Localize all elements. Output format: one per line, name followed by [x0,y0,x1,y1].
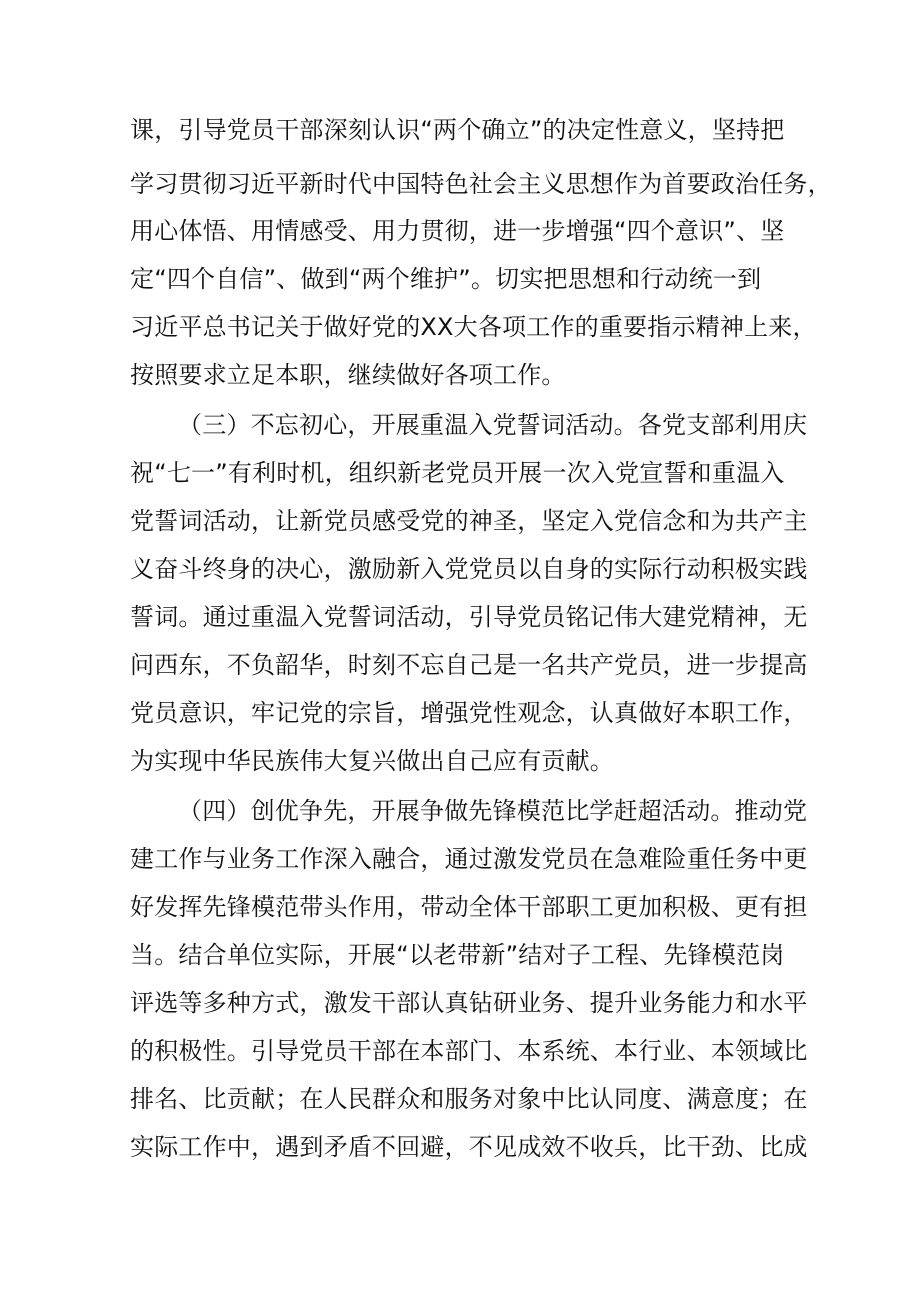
paragraph-line: 习近平总书记关于做好党的XX大各项工作的重要指示精神上来， [130,313,817,341]
paragraph-line: 评选等多种方式，激发干部认真钻研业务、提升业务能力和水平 [130,989,808,1017]
paragraph-line: 为实现中华民族伟大复兴做出自己应有贡献。 [130,747,614,775]
paragraph-line: 的积极性。引导党员干部在本部门、本系统、本行业、本领域比 [130,1037,808,1065]
paragraph-line: 问西东，不负韶华，时刻不忘自己是一名共产党员，进一步提高 [130,651,808,679]
paragraph-line: 建工作与业务工作深入融合，通过激发党员在急难险重任务中更 [130,845,808,873]
section-heading-line: （四）创优争先，开展争做先锋模范比学赶超活动。推动党 [178,797,808,825]
paragraph-line: 实际工作中，遇到矛盾不回避，不见成效不收兵，比干劲、比成 [130,1133,808,1161]
paragraph-line: 党员意识，牢记党的宗旨，增强党性观念，认真做好本职工作， [130,699,808,727]
paragraph-line: 排名、比贡献；在人民群众和服务对象中比认同度、满意度；在 [130,1085,808,1113]
paragraph-line: 义奋斗终身的决心，激励新入党党员以自身的实际行动积极实践 [130,555,808,583]
paragraph-line: 誓词。通过重温入党誓词活动，引导党员铭记伟大建党精神，无 [130,603,808,631]
paragraph-line: 学习贯彻习近平新时代中国特色社会主义思想作为首要政治任务， [130,170,832,198]
paragraph-line: 当。结合单位实际，开展“以老带新”结对子工程、先锋模范岗 [130,941,785,969]
paragraph-line: 党誓词活动，让新党员感受党的神圣，坚定入党信念和为共产主 [130,507,808,535]
paragraph-line: 祝“七一”有利时机，组织新老党员开展一次入党宣誓和重温入 [130,459,785,487]
paragraph-line: 课，引导党员干部深刻认识“两个确立”的决定性意义，坚持把 [130,116,785,144]
section-heading-line: （三）不忘初心，开展重温入党誓词活动。各党支部利用庆 [178,411,808,439]
paragraph-line: 好发挥先锋模范带头作用，带动全体干部职工更加积极、更有担 [130,893,808,921]
paragraph-line: 用心体悟、用情感受、用力贯彻，进一步增强“四个意识”、坚 [130,217,785,245]
paragraph-line: 按照要求立足本职，继续做好各项工作。 [130,361,566,389]
paragraph-line: 定“四个自信”、做到“两个维护”。切实把思想和行动统一到 [130,265,762,293]
